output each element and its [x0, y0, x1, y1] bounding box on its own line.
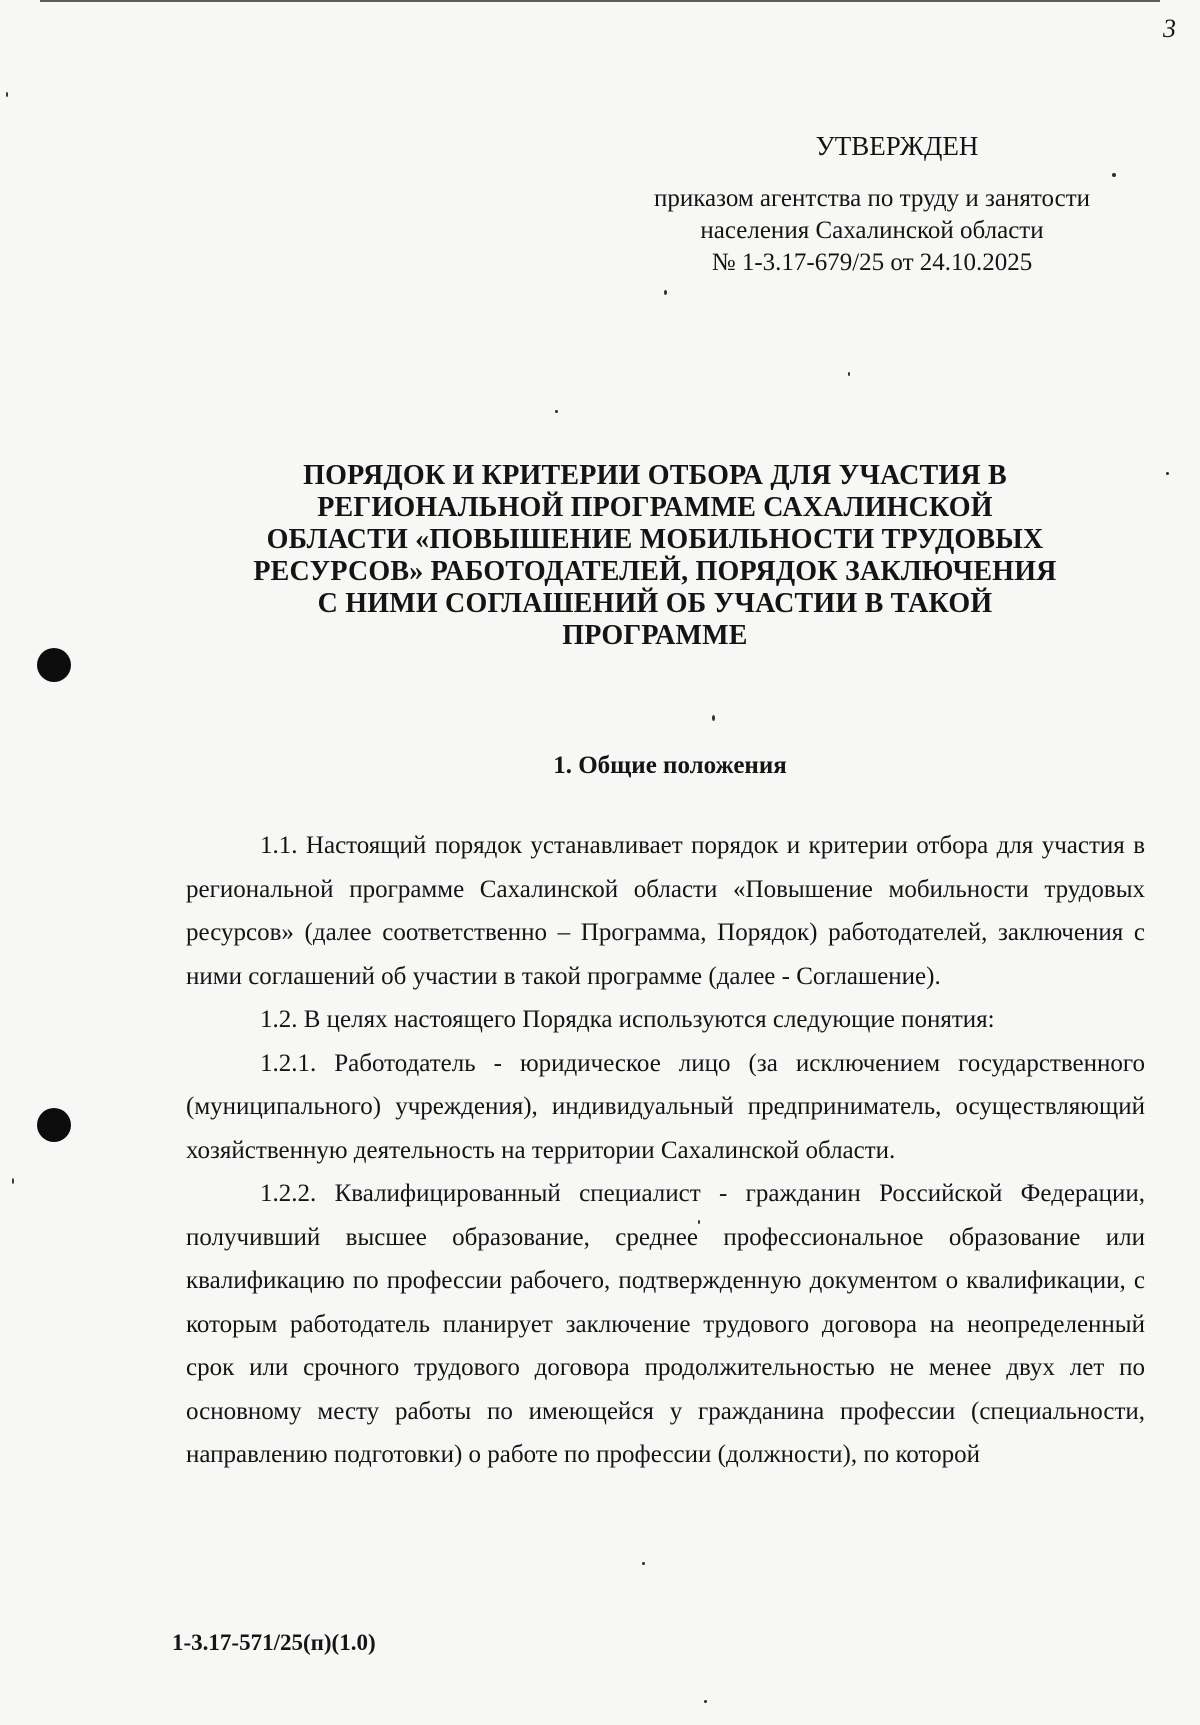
paragraph-1-2-2: 1.2.2. Квалифицированный специалист - гражданин Российской Федерации, получивший высшее образование, среднее профессиональное образование или квалификацию по профессии рабочего, подтвержденную документом о квалификации, с которым работодатель планирует заключение трудового договора на неопределенный срок или срочного трудового договора продолжительностью не менее двух лет по основному месту работы по имеющейся у гражданина профессии (специальности, направлению подготовки) о работе по профессии (должности), по которой — [186, 1180, 1145, 1468]
section-heading: 1. Общие положения — [553, 752, 787, 779]
scan-speck — [642, 1562, 645, 1565]
punch-hole-bottom — [37, 1108, 71, 1142]
footer-document-code: 1-3.17-571/25(п)(1.0) — [172, 1630, 376, 1655]
document-title: ПОРЯДОК И КРИТЕРИИ ОТБОРА ДЛЯ УЧАСТИЯ В РЕГИОНАЛЬНОЙ ПРОГРАММЕ САХАЛИНСКОЙ ОБЛАСТИ «ПОВЫШЕНИЕ МОБИЛЬНОСТИ ТРУДОВЫХ РЕСУРСОВ» РАБОТОДАТЕЛЕЙ, ПОРЯДОК ЗАКЛЮЧЕНИЯ С НИМИ СОГЛАШЕНИЙ ОБ УЧАСТИИ В ТАКОЙ ПРОГРАММЕ — [253, 460, 1057, 651]
scan-speck — [1166, 472, 1169, 475]
scan-speck — [664, 290, 667, 295]
punch-hole-top — [37, 648, 71, 682]
approval-line-2: населения Сахалинской области — [700, 217, 1044, 244]
paragraph-1-2-1: 1.2.1. Работодатель - юридическое лицо (за исключением государственного (муниципального) учреждения), индивидуальный предприниматель, осуществляющий хозяйственную деятельность на территории Сахалинской области. — [186, 1049, 1145, 1164]
scan-speck — [848, 372, 850, 376]
approval-stamp: УТВЕРЖДЕН — [815, 131, 979, 161]
paragraph-1-1: 1.1. Настоящий порядок устанавливает порядок и критерии отбора для участия в региональной программе Сахалинской области «Повышение мобильности трудовых ресурсов» (далее соответственно – Программа, Порядок) работодателей, заключения с ними соглашений об участии в такой программе (далее - Соглашение). — [186, 832, 1145, 990]
scan-speck — [6, 92, 8, 97]
scan-speck — [12, 1178, 14, 1184]
scan-speck — [712, 715, 715, 721]
page-number-mark: 3 — [1163, 14, 1176, 43]
scan-speck — [698, 1220, 700, 1224]
scan-speck — [704, 1700, 707, 1703]
scan-speck — [555, 410, 558, 413]
paragraph-1-2: 1.2. В целях настоящего Порядка используются следующие понятия: — [260, 1006, 995, 1033]
approval-block — [612, 130, 1132, 279]
approval-line-1: приказом агентства по труду и занятости — [653, 185, 1091, 212]
top-scan-edge — [40, 0, 1160, 2]
approval-line-3: № 1-3.17-679/25 от 24.10.2025 — [711, 249, 1033, 276]
scan-speck — [1112, 173, 1116, 177]
document-body — [186, 824, 1145, 1477]
